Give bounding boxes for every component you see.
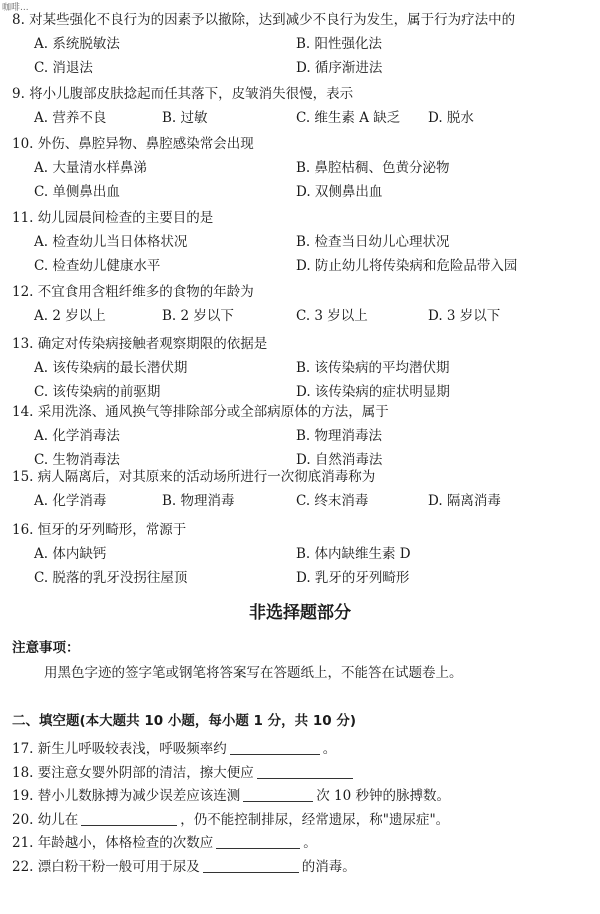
q16-option-d: D. 乳牙的牙列畸形 <box>296 570 410 586</box>
q13-option-b: B. 该传染病的平均潜伏期 <box>296 360 450 376</box>
q15-option-d: D. 隔离消毒 <box>428 493 501 509</box>
q15-option-a: A. 化学消毒 <box>34 493 107 509</box>
answer-blank <box>203 858 299 873</box>
fill-blank-text: 22. 漂白粉干粉一般可用于尿及 <box>12 858 200 875</box>
fill-blank-17 <box>12 737 336 757</box>
q13-option-c: C. 该传染病的前驱期 <box>34 384 161 400</box>
q8-option-c: C. 消退法 <box>34 60 93 76</box>
q10-option-c: C. 单侧鼻出血 <box>34 184 120 200</box>
q11-stem: 11. 幼儿园晨间检查的主要目的是 <box>12 210 214 226</box>
answer-blank <box>230 740 320 755</box>
q8-option-b: B. 阳性强化法 <box>296 36 383 52</box>
q11-option-c: C. 检查幼儿健康水平 <box>34 258 161 274</box>
fill-blank-text: 17. 新生儿呼吸较表浅，呼吸频率约 <box>12 741 227 757</box>
fill-blank-text: 。 <box>303 835 317 851</box>
section-title: 非选择题部分 <box>249 603 351 623</box>
fill-blank-text: ，仍不能控制排尿，经常遗尿，称"遗尿症"。 <box>180 811 450 828</box>
q9-option-a: A. 营养不良 <box>34 110 107 126</box>
fill-blank-20 <box>12 808 449 828</box>
q14-option-a: A. 化学消毒法 <box>34 428 120 444</box>
q12-option-b: B. 2 岁以下 <box>162 308 234 324</box>
q14-stem: 14. 采用洗涤、通风换气等排除部分或全部病原体的方法，属于 <box>12 404 389 420</box>
q8-option-d: D. 循序渐进法 <box>296 60 383 76</box>
fill-blank-text: 21. 年龄越小，体格检查的次数应 <box>12 835 214 851</box>
q14-option-c: C. 生物消毒法 <box>34 452 120 468</box>
q12-stem: 12. 不宜食用含粗纤维多的食物的年龄为 <box>12 284 254 300</box>
q9-option-d: D. 脱水 <box>428 110 474 126</box>
fill-blank-heading: 二、填空题(本大题共 10 小题，每小题 1 分，共 10 分) <box>12 713 357 729</box>
q14-option-b: B. 物理消毒法 <box>296 428 383 444</box>
q15-stem: 15. 病人隔离后，对其原来的活动场所进行一次彻底消毒称为 <box>12 469 376 485</box>
fill-blank-text: 。 <box>322 741 337 757</box>
q15-option-c: C. 终末消毒 <box>296 493 369 509</box>
q8-option-a: A. 系统脱敏法 <box>34 36 120 52</box>
q12-option-d: D. 3 岁以下 <box>428 308 501 324</box>
answer-blank <box>216 834 300 849</box>
fill-blank-18 <box>12 761 356 781</box>
notice-heading: 注意事项： <box>12 640 80 656</box>
q10-option-b: B. 鼻腔枯稠、色黄分泌物 <box>296 160 450 176</box>
q15-option-b: B. 物理消毒 <box>162 493 235 509</box>
q12-option-a: A. 2 岁以上 <box>34 308 106 324</box>
corner-mark: 咖啡... <box>2 3 29 13</box>
q13-option-a: A. 该传染病的最长潜伏期 <box>34 360 188 376</box>
q12-option-c: C. 3 岁以上 <box>296 308 368 324</box>
fill-blank-22 <box>12 855 356 875</box>
q14-option-d: D. 自然消毒法 <box>296 452 383 468</box>
fill-blank-text: 的消毒。 <box>301 858 356 875</box>
answer-blank <box>243 787 313 802</box>
fill-blank-19 <box>12 784 450 804</box>
q16-option-a: A. 体内缺钙 <box>34 546 107 562</box>
q8-stem: 8. 对某些强化不良行为的因素予以撤除，达到减少不良行为发生，属于行为疗法中的 <box>12 12 516 28</box>
q13-stem: 13. 确定对传染病接触者观察期限的依据是 <box>12 336 268 352</box>
answer-blank <box>81 811 177 826</box>
q9-stem: 9. 将小儿腹部皮肤捻起而任其落下，皮皱消失很慢，表示 <box>12 86 354 102</box>
fill-blank-text: 19. 替小儿数脉搏为减少误差应该连测 <box>12 788 241 804</box>
fill-blank-text: 次 10 秒钟的脉搏数。 <box>316 788 451 804</box>
notice-body: 用黑色字迹的签字笔或钢笔将答案写在答题纸上，不能答在试题卷上。 <box>44 665 463 681</box>
q11-option-d: D. 防止幼儿将传染病和危险品带入园 <box>296 258 518 274</box>
q16-stem: 16. 恒牙的牙列畸形，常源于 <box>12 522 187 538</box>
fill-blank-21 <box>12 831 317 851</box>
q10-stem: 10. 外伤、鼻腔异物、鼻腔感染常会出现 <box>12 136 254 152</box>
q10-option-a: A. 大量清水样鼻涕 <box>34 160 147 176</box>
q11-option-b: B. 检查当日幼儿心理状况 <box>296 234 450 250</box>
fill-blank-text: 20. 幼儿在 <box>12 811 79 828</box>
answer-blank <box>257 764 353 779</box>
q16-option-c: C. 脱落的乳牙没拐往屋顶 <box>34 570 188 586</box>
q16-option-b: B. 体内缺维生素 D <box>296 546 411 562</box>
q9-option-b: B. 过敏 <box>162 110 208 126</box>
fill-blank-text: 18. 要注意女婴外阴部的清洁，擦大便应 <box>12 764 254 781</box>
q11-option-a: A. 检查幼儿当日体格状况 <box>34 234 188 250</box>
q10-option-d: D. 双侧鼻出血 <box>296 184 383 200</box>
q13-option-d: D. 该传染病的症状明显期 <box>296 384 450 400</box>
q9-option-c: C. 维生素 A 缺乏 <box>296 110 401 126</box>
